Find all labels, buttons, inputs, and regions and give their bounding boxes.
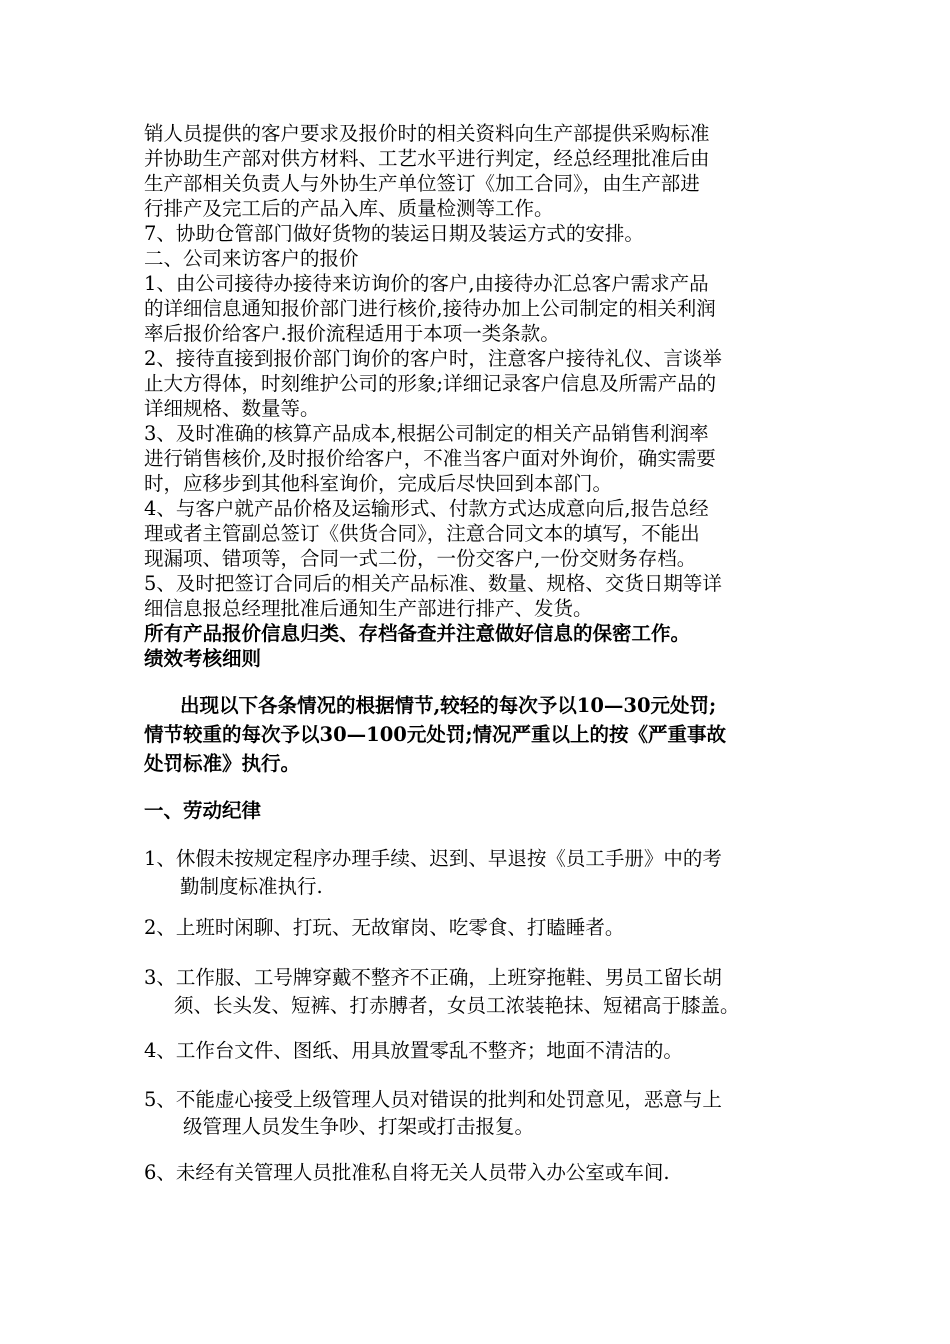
quotation-procedure-section — [144, 121, 824, 621]
rule-item: 2、上班时闲聊、打玩、无故窜岗、吃零食、打瞌睡者。 — [144, 916, 625, 939]
text-line: 5、及时把签订合同后的相关产品标准、数量、规格、交货日期等详 — [144, 572, 722, 595]
text-line: 2、接待直接到报价部门询价的客户时，注意客户接待礼仪、言谈举 — [144, 347, 722, 370]
penalty-line: 情节较重的每次予以30—100元处罚;情况严重以上的按《严重事故 — [144, 723, 727, 746]
rule-item-continuation: 勤制度标准执行. — [180, 875, 323, 898]
text-line: 行排产及完工后的产品入库、质量检测等工作。 — [144, 197, 554, 220]
text-line: 的详细信息通知报价部门进行核价,接待办加上公司制定的相关利润 — [144, 297, 716, 320]
rule-item: 5、不能虚心接受上级管理人员对错误的批判和处罚意见，恶意与上 — [144, 1088, 722, 1111]
rule-item: 4、工作台文件、图纸、用具放置零乱不整齐；地面不清洁的。 — [144, 1039, 683, 1062]
rule-item: 3、工作服、工号牌穿戴不整齐不正确，上班穿拖鞋、男员工留长胡 — [144, 966, 722, 989]
rule-item: 6、未经有关管理人员批准私自将无关人员带入办公室或车间. — [144, 1161, 670, 1184]
bold-summary — [144, 621, 824, 671]
text-line: 并协助生产部对供方材料、工艺水平进行判定，经总经理批准后由 — [144, 147, 710, 170]
text-line: 进行销售核价,及时报价给客户，不准当客户面对外询价，确实需要 — [144, 447, 716, 470]
confidentiality-note: 所有产品报价信息归类、存档备查并注意做好信息的保密工作。 — [144, 622, 691, 645]
document-subtitle: 绩效考核细则 — [144, 647, 262, 670]
text-line: 细信息报总经理批准后通知生产部进行排产、发货。 — [144, 597, 593, 620]
text-line: 1、由公司接待办接待来访询价的客户,由接待办汇总客户需求产品 — [144, 272, 709, 295]
rule-item-continuation: 级管理人员发生争吵、打架或打击报复。 — [183, 1115, 535, 1138]
text-line: 生产部相关负责人与外协生产单位签订《加工合同》，由生产部进 — [144, 172, 700, 195]
text-line: 7、协助仓管部门做好货物的装运日期及装运方式的安排。 — [144, 222, 644, 245]
text-line: 理或者主管副总签订《供货合同》，注意合同文本的填写，不能出 — [144, 522, 700, 545]
text-line: 止大方得体，时刻维护公司的形象;详细记录客户信息及所需产品的 — [144, 372, 717, 395]
text-line: 时，应移步到其他科室询价，完成后尽快回到本部门。 — [144, 472, 613, 495]
section-heading: 二、公司来访客户的报价 — [144, 247, 359, 270]
rule-item-continuation: 须、长头发、短裤、打赤膊者，女员工浓装艳抹、短裙高于膝盖。 — [174, 994, 740, 1017]
rule-item: 1、休假未按规定程序办理手续、迟到、早退按《员工手册》中的考 — [144, 847, 722, 870]
labor-discipline-heading: 一、劳动纪律 — [144, 799, 262, 822]
text-line: 销人员提供的客户要求及报价时的相关资料向生产部提供采购标准 — [144, 122, 710, 145]
text-line: 4、与客户就产品价格及运输形式、付款方式达成意向后,报告总经 — [144, 497, 709, 520]
text-line: 现漏项、错项等，合同一式二份，一份交客户,一份交财务存档。 — [144, 547, 697, 570]
text-line: 3、及时准确的核算产品成本,根据公司制定的相关产品销售利润率 — [144, 422, 709, 445]
penalty-line: 处罚标准》执行。 — [144, 752, 301, 775]
text-line: 率后报价给客户.报价流程适用于本项一类条款。 — [144, 322, 560, 345]
text-line: 详细规格、数量等。 — [144, 397, 320, 420]
penalty-line: 出现以下各条情况的根据情节,较轻的每次予以10—30元处罚; — [180, 694, 717, 717]
